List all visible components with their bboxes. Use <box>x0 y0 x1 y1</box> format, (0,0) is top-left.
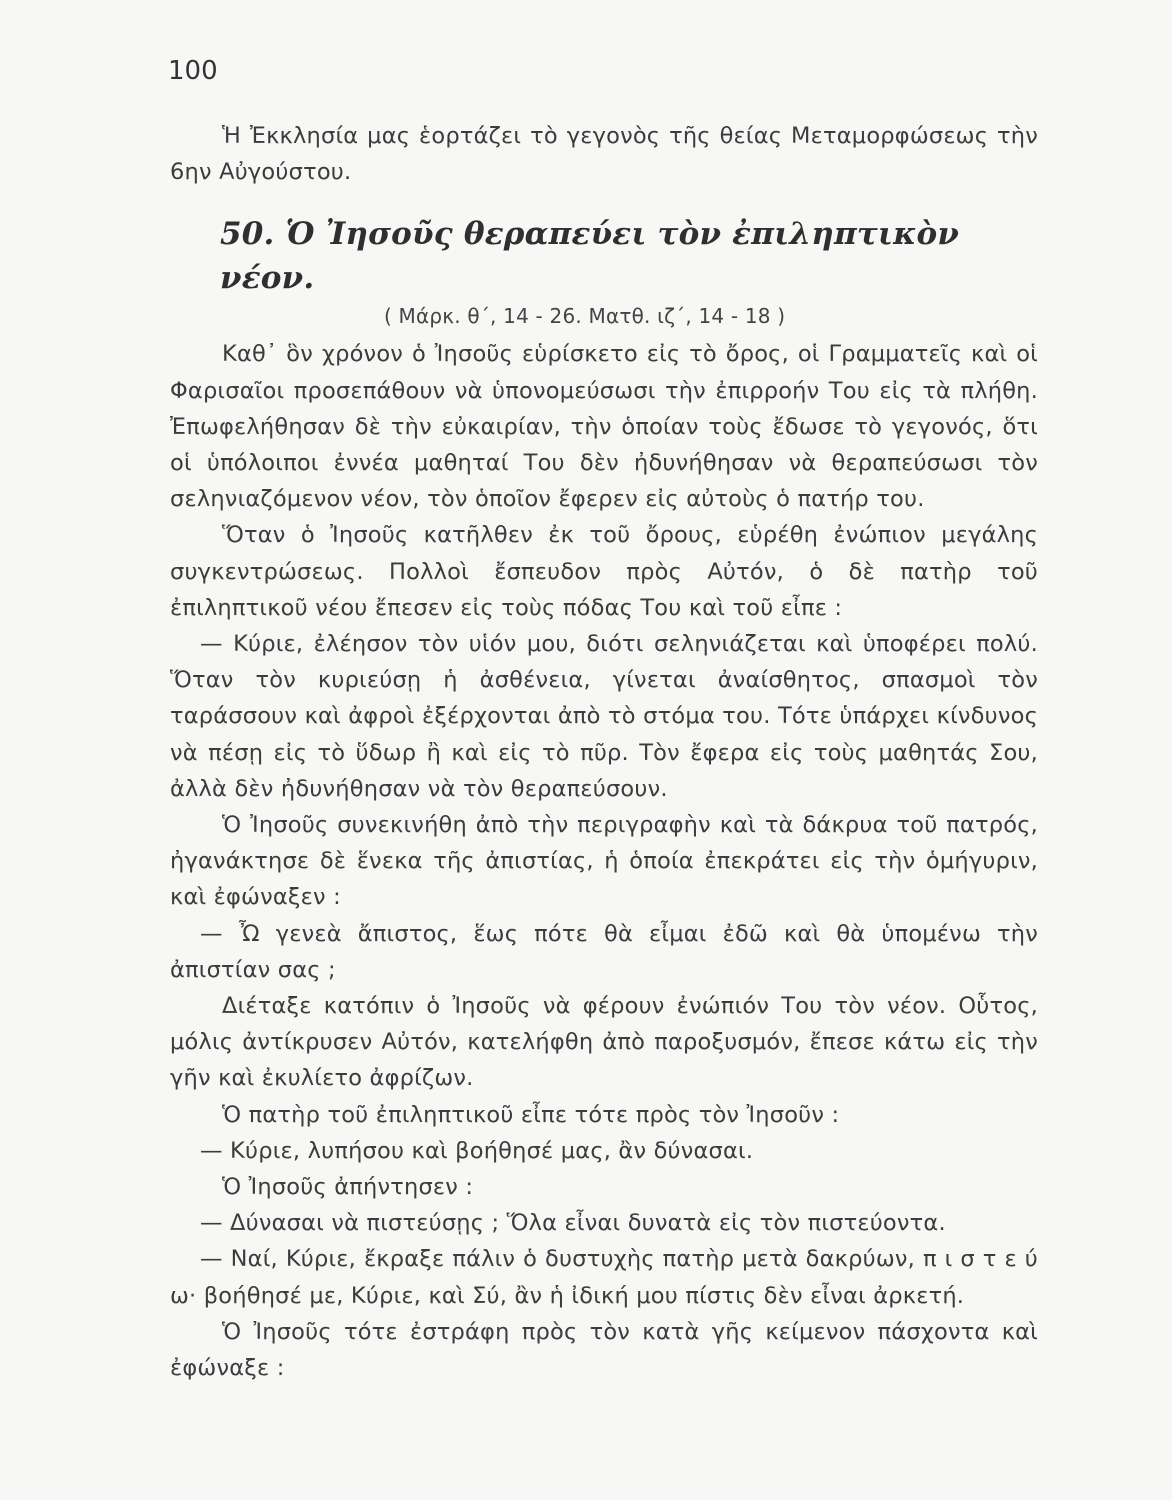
paragraph-jesus-answered: Ὁ Ἰησοῦς ἀπήντησεν : <box>222 1174 474 1201</box>
paragraph-intro: Καθ᾽ ὃν χρόνον ὁ Ἰησοῦς εὑρίσκετο εἰς τὸ ὄρος, οἱ Γραμματεῖς καὶ οἱ Φαρισαῖοι προσεπάθουν νὰ ὑπονομεύσωσι τὴν ἐπιρροήν Του εἰς τὰ πλήθη. Ἐπωφελήθησαν δὲ τὴν εὐκαιρίαν, τὴν ὁποίαν τοὺς ἔδωσε τὸ γεγονός, ὅτι οἱ ὑπόλοιποι ἐννέα μαθηταί Του δὲν ἠδυνήθησαν νὰ θεραπεύσωσι τὸν σεληνιαζόμενον νέον, τὸν ὁποῖον ἔφερεν εἰς αὐτοὺς ὁ πατήρ του. <box>170 341 1038 513</box>
paragraph-faithless-generation: — Ὦ γενεὰ ἄπιστος, ἕως πότε θὰ εἶμαι ἐδῶ καὶ θὰ ὑπομένω τὴν ἀπιστίαν σας ; <box>170 920 1038 983</box>
paragraph-father-plea: — Κύριε, ἐλέησον τὸν υἱόν μου, διότι σεληνιάζεται καὶ ὑποφέρει πολύ. Ὅταν τὸν κυριεύσῃ ἡ ἀσθένεια, γίνεται ἀναίσθητος, σπασμοὶ τὸν ταράσσουν καὶ ἀφροὶ ἐξέρχονται ἀπὸ τὸ στόμα του. Τότε ὑπάρχει κίνδυνος νὰ πέσῃ εἰς τὸ ὕδωρ ἢ καὶ εἰς τὸ πῦρ. Τὸν ἔφερα εἰς τοὺς μαθητάς Σου, ἀλλὰ δὲν ἠδυνήθησαν νὰ τὸν θεραπεύσουν. <box>170 631 1038 802</box>
paragraph-father-speaks: Ὁ πατὴρ τοῦ ἐπιληπτικοῦ εἶπε τότε πρὸς τὸν Ἰησοῦν : <box>222 1101 840 1128</box>
scripture-reference: ( Μάρκ. θ΄, 14 - 26. Ματθ. ιζ΄, 14 - 18 ) <box>384 304 786 329</box>
paragraph-jesus-turned: Ὁ Ἰησοῦς τότε ἐστράφη πρὸς τὸν κατὰ γῆς κείμενον πάσχοντα καὶ ἐφώναξε : <box>170 1318 1038 1382</box>
section-heading: 50. Ὁ Ἰησοῦς θεραπεύει τὸν ἐπιληπτικὸν νέον. <box>220 216 960 297</box>
text-body <box>170 118 1038 1386</box>
page-number: 100 <box>168 56 218 86</box>
paragraph-jesus-moved: Ὁ Ἰησοῦς συνεκινήθη ἀπὸ τὴν περιγραφὴν καὶ τὰ δάκρυα τοῦ πατρός, ἠγανάκτησε δὲ ἕνεκα τῆς ἀπιστίας, ἡ ὁποία ἐπεκράτει εἰς τὴν ὁμήγυριν, καὶ ἐφώναξεν : <box>170 812 1038 911</box>
paragraph-boy-brought: Διέταξε κατόπιν ὁ Ἰησοῦς νὰ φέρουν ἐνώπιόν Του τὸν νέον. Οὗτος, μόλις ἀντίκρυσεν Αὐτόν, κατελήφθη ἀπὸ παροξυσμόν, ἔπεσε κάτω εἰς τὴν γῆν καὶ ἐκυλίετο ἀφρίζων. <box>170 993 1038 1092</box>
paragraph-transfiguration-note: Ἡ Ἐκκλησία μας ἑορτάζει τὸ γεγονὸς τῆς θείας Μεταμορφώσεως τὴν 6ην Αὐγούστου. <box>170 123 1038 186</box>
paragraph-i-believe: — Ναί, Κύριε, ἔκραξε πάλιν ὁ δυστυχὴς πατὴρ μετὰ δακρύων, π ι σ τ ε ύ ω· βοήθησέ με, Κύριε, καὶ Σύ, ἂν ἡ ἰδική μου πίστις δὲν εἶναι ἀρκετή. <box>170 1246 1038 1309</box>
paragraph-descent: Ὅταν ὁ Ἰησοῦς κατῆλθεν ἐκ τοῦ ὄρους, εὑρέθη ἐνώπιον μεγάλης συγκεντρώσεως. Πολλοὶ ἔσπευδον πρὸς Αὐτόν, ὁ δὲ πατὴρ τοῦ ἐπιληπτικοῦ νέου ἔπεσεν εἰς τοὺς πόδας Του καὶ τοῦ εἶπε : <box>170 522 1038 621</box>
paragraph-all-possible: — Δύνασαι νὰ πιστεύσῃς ; Ὅλα εἶναι δυνατὰ εἰς τὸν πιστεύοντα. <box>200 1210 946 1237</box>
paragraph-help-us: — Κύριε, λυπήσου καὶ βοήθησέ μας, ἂν δύνασαι. <box>200 1137 754 1164</box>
